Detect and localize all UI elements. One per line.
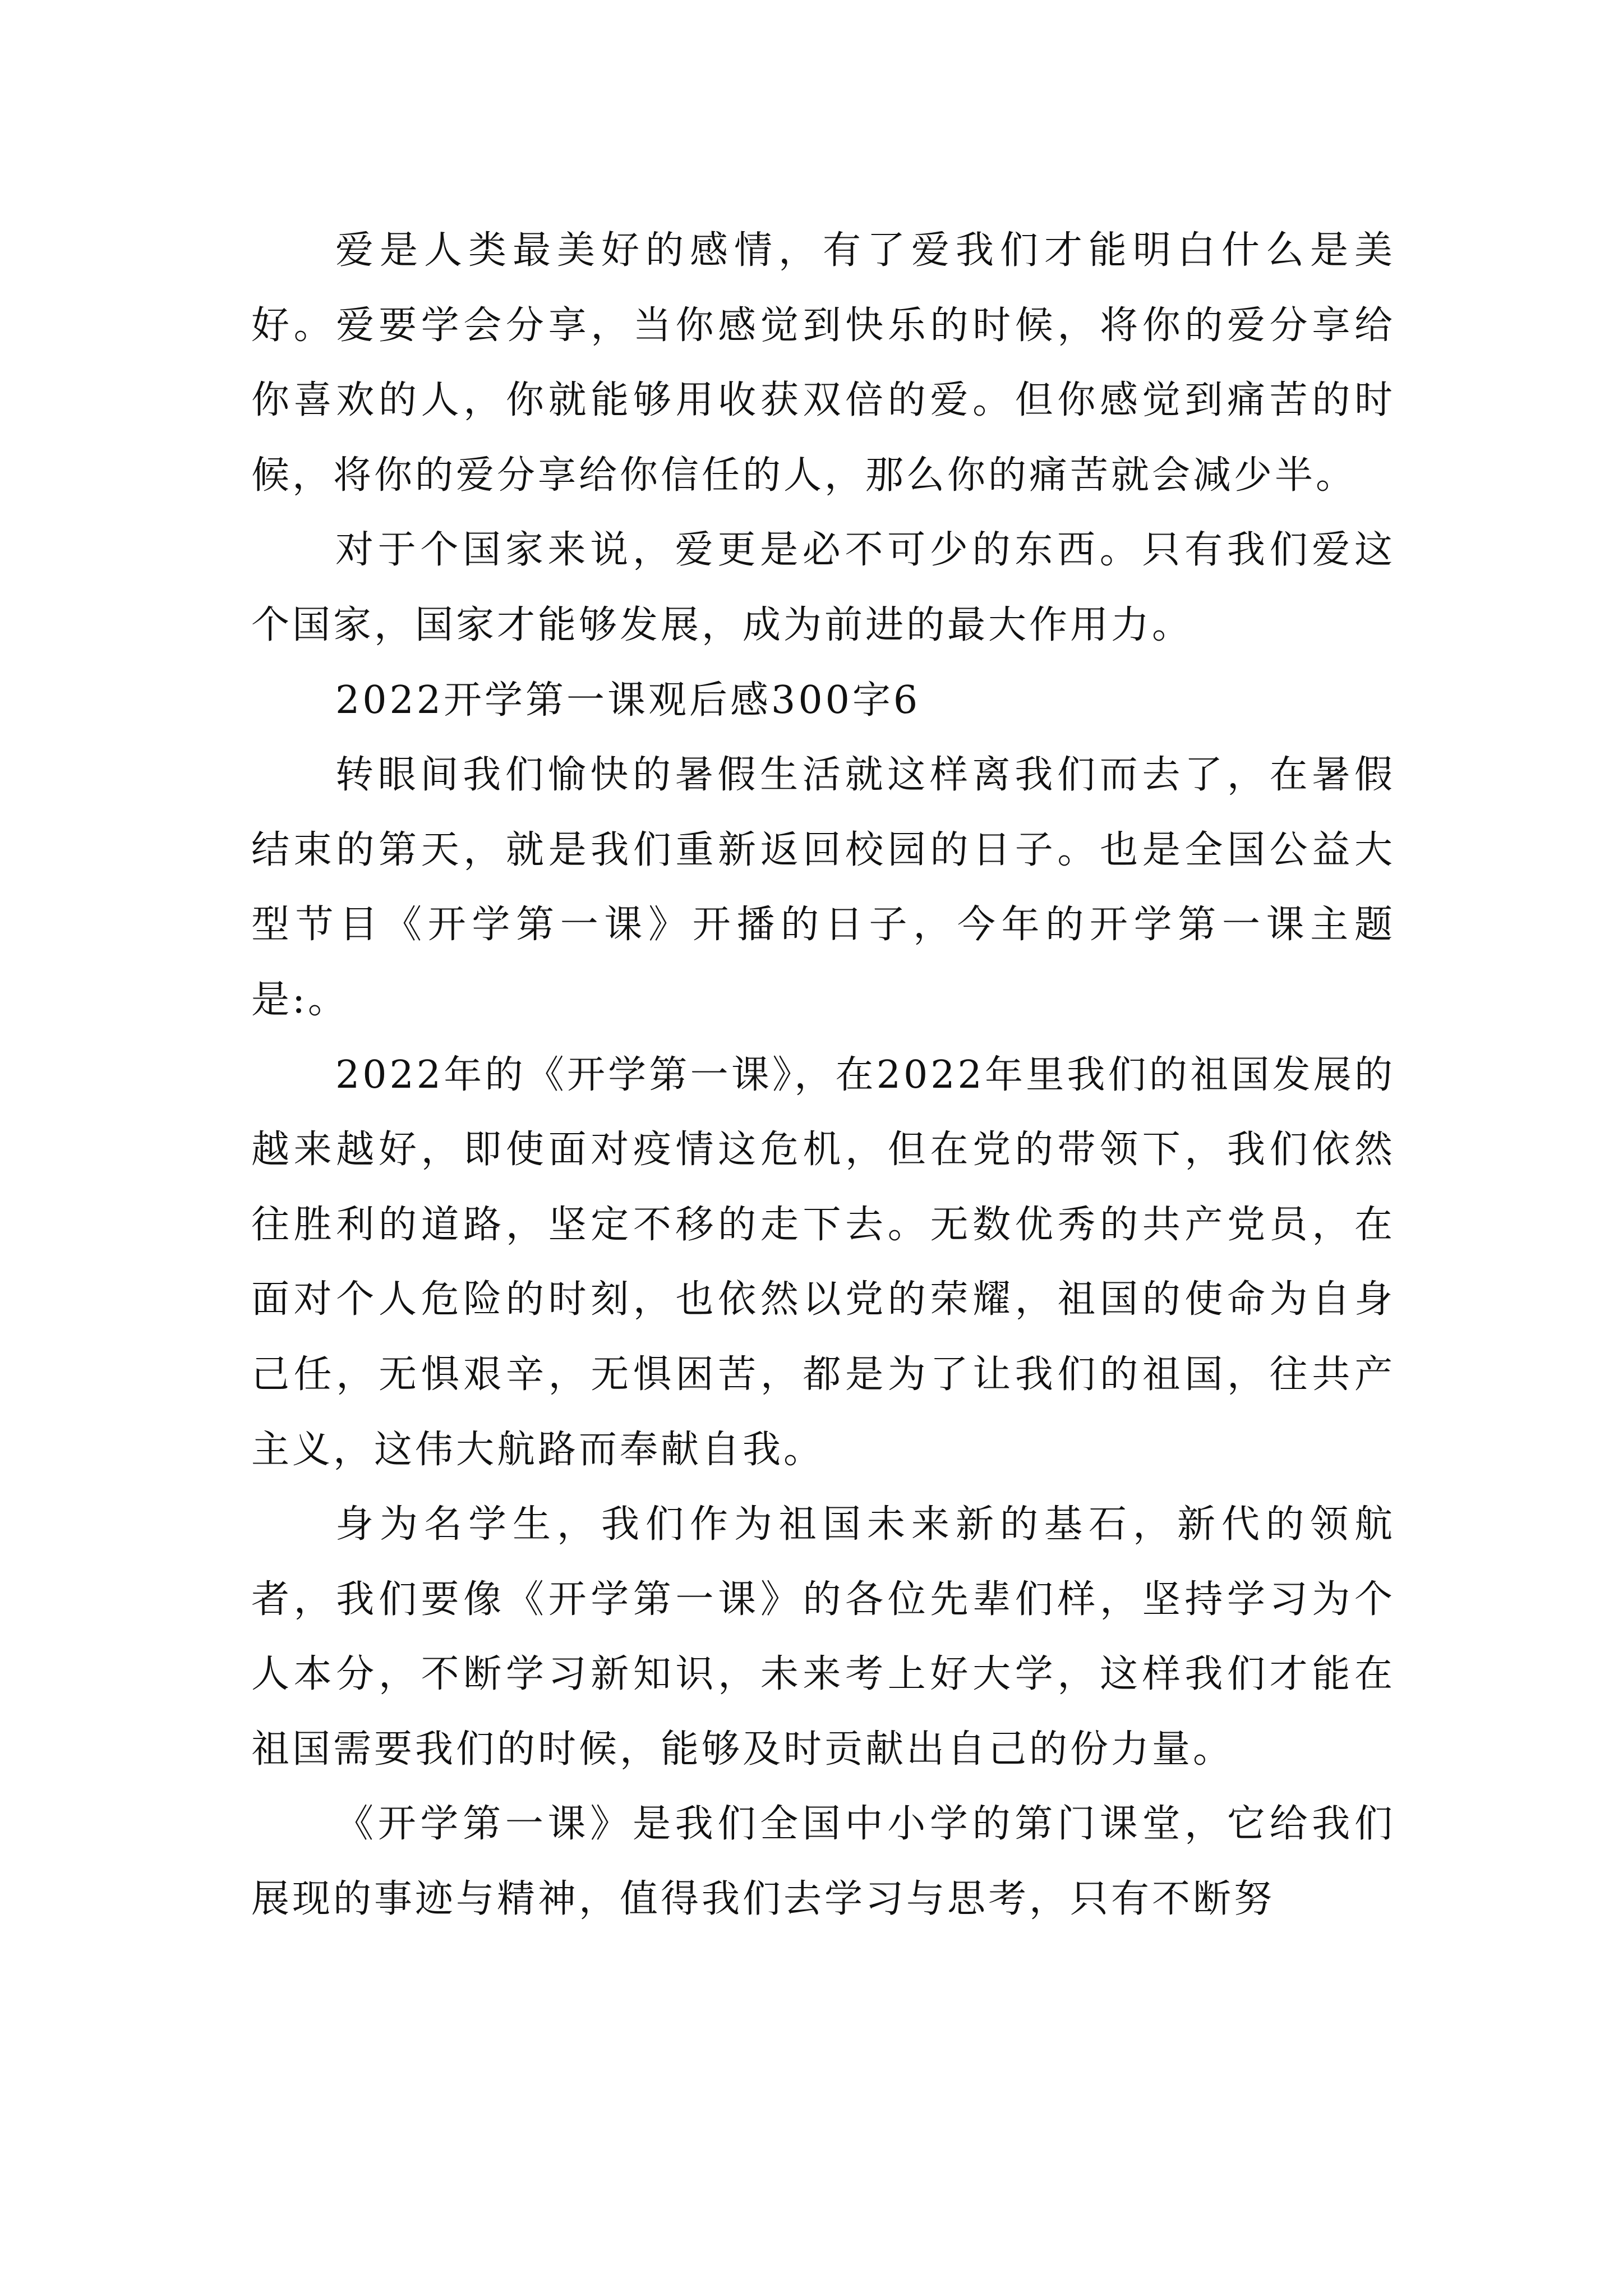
document-body [251,213,1395,1937]
paragraph-love: 爱是人类最美好的感情，有了爱我们才能明白什么是美好。爱要学会分享，当你感觉到快乐的时候，将你的爱分享给你喜欢的人，你就能够用收获双倍的爱。但你感觉到痛苦的时候，将你的爱分享给你信任的人，那么你的痛苦就会减少半。 [251,228,1395,498]
paragraph-student: 身为名学生，我们作为祖国未来新的基石，新代的领航者，我们要像《开学第一课》的各位先辈们样，坚持学习为个人本分，不断学习新知识，未来考上好大学，这样我们才能在祖国需要我们的时候，能够及时贡献出自己的份力量。 [251,1502,1395,1772]
paragraph-country: 对于个国家来说，爱更是必不可少的东西。只有我们爱这个国家，国家才能够发展，成为前进的最大作用力。 [251,528,1395,647]
paragraph-2022: 2022年的《开学第一课》，在2022年里我们的祖国发展的越来越好，即使面对疫情这危机，但在党的带领下，我们依然往胜利的道路，坚定不移的走下去。无数优秀的共产党员，在面对个人危险的时刻，也依然以党的荣耀，祖国的使命为自身己任，无惧艰辛，无惧困苦，都是为了让我们的祖国，往共产主义，这伟大航路而奉献自我。 [251,1052,1395,1472]
paragraph-summer: 转眼间我们愉快的暑假生活就这样离我们而去了，在暑假结束的第天，就是我们重新返回校园的日子。也是全国公益大型节目《开学第一课》开播的日子，今年的开学第一课主题是:。 [251,753,1395,1022]
paragraph-first-class: 《开学第一课》是我们全国中小学的第门课堂，它给我们展现的事迹与精神，值得我们去学习与思考，只有不断努 [251,1802,1395,1922]
section-heading: 2022开学第一课观后感300字6 [335,678,921,723]
